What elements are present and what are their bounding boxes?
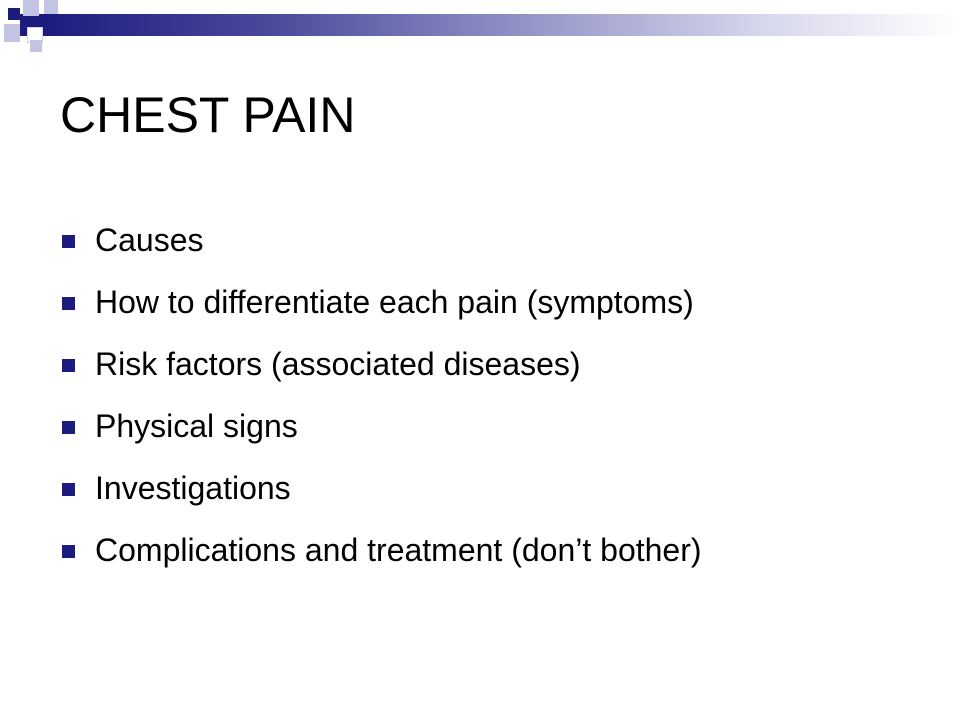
bullet-item — [0, 530, 960, 592]
bullet-text: Physical signs — [95, 408, 298, 444]
decorative-square — [4, 24, 20, 42]
decorative-square — [30, 40, 42, 52]
square-bullet-icon — [62, 421, 75, 434]
slide-title: CHEST PAIN — [60, 87, 356, 143]
decorative-square — [8, 8, 20, 20]
bullet-item — [0, 282, 960, 344]
bullet-item — [0, 220, 960, 282]
bullet-text: Risk factors (associated diseases) — [95, 346, 581, 382]
bullet-item — [0, 406, 960, 468]
square-bullet-icon — [62, 359, 75, 372]
square-bullet-icon — [62, 545, 75, 558]
bullet-item — [0, 344, 960, 406]
decorative-square — [23, 0, 39, 16]
bullet-text: Complications and treatment (don’t bother) — [95, 532, 702, 568]
decorative-square — [44, 0, 58, 14]
bullet-text: Causes — [95, 222, 204, 258]
bullet-text: Investigations — [95, 470, 291, 506]
bullet-list — [0, 220, 960, 592]
square-bullet-icon — [62, 235, 75, 248]
header-gradient-band — [44, 14, 960, 36]
square-bullet-icon — [62, 297, 75, 310]
bullet-item — [0, 468, 960, 530]
square-bullet-icon — [62, 483, 75, 496]
bullet-text: How to differentiate each pain (symptoms) — [95, 284, 694, 320]
